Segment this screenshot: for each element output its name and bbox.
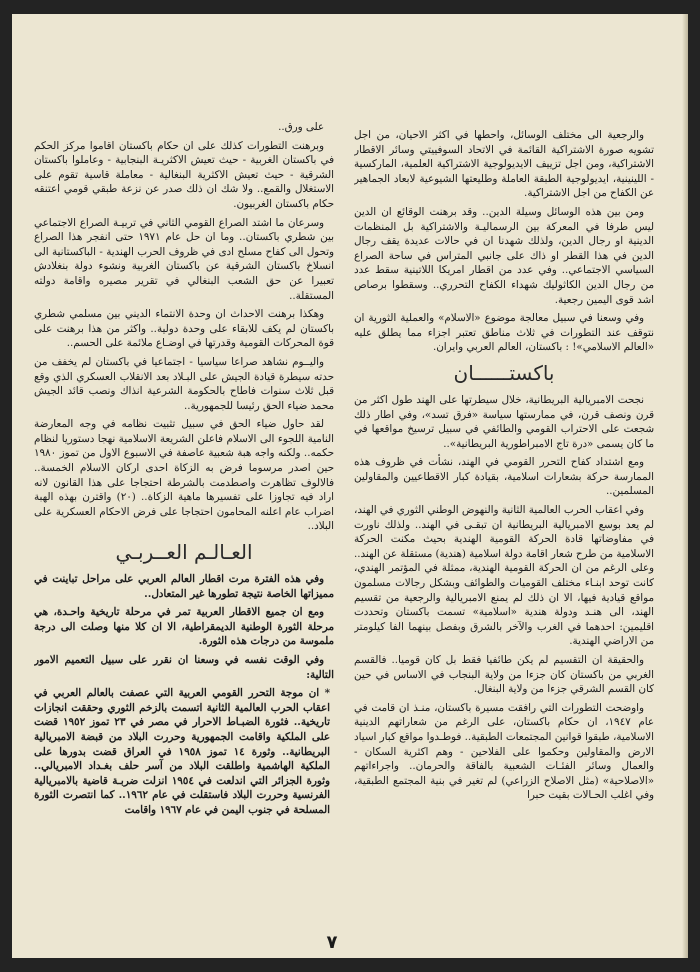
paragraph: وبرهنت التطورات كذلك على ان حكام باكستان اقاموا مركز الحكم في باكستان الغربية - حيث تعيش الاكثريـة البنجابية - وعاملوا باكستان الشرقية - حيث تعيش الاكثرية البنغالية - معاملة قاسية تقوم على الاستغلال والقمع.. ولا شك ان ذلك صدر عن نزعة طبقي قومي اعتنقه حكام باكستان الغربيون.	[34, 139, 334, 210]
section-heading-arab-world: العـالـم العــربـي	[115, 540, 253, 565]
bullet-list	[34, 686, 334, 817]
paragraph: على ورق..	[278, 121, 324, 133]
paragraph: وفي اعقاب الحرب العالمية الثانية والنهوض الوطني الثوري في الهند، لم يعد بوسع الامبريالية البريطانية ان تبقـى في الهند.. ولذلك ناورت في مفاوضاتها قادة الحركة القومية الهندية بحيث مكنت الحركة الاسلامية من طرح شعار اقامة دولة اسلامية (هندية) مستقلة عن الهند.. وعلى الرغم من ان الحركة القومية الهندية، ممثلة في المؤتمر الهندي، كانت توحد ابنـاء مختلف القوميات والطوائف وبشكل رجالات مسلمون مواقع قيادية فيها، الا ان ذلك لم يمنع الامبريالية والرجعية من تقسيم الهند، الى هنـد ودولة هندية «اسلامية» تسمت باكستان وتحددت اقليمين: احدهما في الغرب والآخر بالشرق وبفصل بينهما الفا كيلومتر من الاراضي الهندية.	[354, 504, 654, 648]
scan-edge-shadow	[682, 14, 688, 958]
paragraph: وفي وسعنا في سبيل معالجة موضوع «الاسلام» والعملية الثورية ان نتوقف عند التطورات في ثلاث مناطق تعتبر اجزاء مما يطلق عليه «العالم الاسلامي»! : باكستان، العالم العربي وايران.	[354, 312, 654, 354]
section-heading-pakistan: باكستــــــان	[453, 360, 555, 385]
right-column	[354, 128, 654, 807]
paragraph: ومع ان جميع الاقطار العربية تمر في مرحلة تاريخية واحـدة، هي مرحلة الثورة الوطنية الديمقراطية، الا ان كلا منها وصلت الى درجة ملموسة من درجات هذه الثورة.	[34, 606, 334, 648]
document-page	[12, 14, 688, 958]
paragraph: واليــوم نشاهد صراعا سياسيا - اجتماعيا في باكستان لم يخفف من حدته سيطرة قيادة الجيش على البـلاد بعد الانقلاب العسكري الذي وقع قبل ثلاث سنوات فاطاح بالحكومة الشرعية انذاك ونصب قائد الجيش محمد ضياء الحق رئيسا للجمهورية..	[34, 355, 334, 412]
paragraph: وسرعان ما اشتد الصراع القومي الثاني في تربيـة الصراع الاجتماعي بين شطري باكستان.. وما ان حل عام ١٩٧١ حتى انفجر هذا الصراع وتحول الى كفاح مسلح ادى في ظروف الحرب الهندية - الباكستانية الى انسلاخ باكستان الشرقية عن باكستان الغربية ونشوء دولة بنغلادش تعبيرا عن حق الشعب البنغالي في تقرير مصيره واقامة دولته المستقلة..	[34, 216, 334, 302]
paragraph: ومع اشتداد كفاح التحرر القومي في الهند، نشأت في ظروف هذه الممارسة حركة بشعارات اسلامية، بقيادة كبار الاقطاعيين والمقاولين المسلمين..	[354, 456, 654, 498]
paragraph: والحقيقة ان التقسيم لم يكن طائفيا فقط بل كان قوميا.. فالقسم الغربي من باكستان كان جزءا من ولاية البنجاب في الاساس في حين كان القسم الشرقي جزءا من ولاية البنغال.	[354, 654, 654, 696]
left-column	[34, 120, 334, 821]
paragraph: نجحت الامبريالية البريطانية، خلال سيطرتها على الهند طول اكثر من قرن ونصف قرن، في ممارستها سياسة «فرق تسد»، وفي اطار ذلك شجعت على الاحتراب القومي والطائفي في سبيل ترسيخ مواقعها في ما كان يسمى «درة تاج الامبراطورية البريطانية»..	[354, 393, 654, 450]
list-item: * ان موجة التحرر القومي العربية التي عصفت بالعالم العربي في اعقاب الحرب العالمية الثانية اتسمت بالزخم الثوري وحققت انجازات تاريخية.. فثورة الضبـاط الاحرار في مصر في ٢٣ تموز ١٩٥٢ قضت على الملكية واقامت الجمهورية وحررت البلاد من قبضة الامبريالية البريطانية.. وثورة ١٤ تموز ١٩٥٨ في العراق قضت بدورها على الملكية الهاشمية واطلقت البلاد من آسر حلف بغـداد الامبريالي.. وثورة الجزائر التي اندلعت في ١٩٥٤ انزلت ضربـة قاضية بالامبريالية الفرنسية وحررت البلاد فاستقلت في عام ١٩٦٢.. كما انتصرت الثورة المسلحة في جنوب اليمن في عام ١٩٦٧ واقامت	[34, 687, 331, 816]
paragraph: واوضحت التطورات التي رافقت مسيرة باكستان، منـذ ان قامت في عام ١٩٤٧، ان حكام باكستان، على الرغم من شعاراتهم الدينية الاسلامية، طبقوا قوانين المجتمعات الطبقية.. فوطـدوا مواقع كبار اسياد الارض والمقاولين وحكموا على الفلاحين - وهم اكثرية السكان - والعمال وسائر الفئـات الشعبية بالفاقة والحرمان.. واجراءاتهم «الاصلاحية» (مثل الاصلاح الزراعي) لم تغير في بنية المجتمع الطبقية، وفي اغلب الحـالات بقيت حبرا	[354, 701, 654, 802]
page-number: ٧	[326, 932, 338, 953]
paragraph: وفي هذه الفترة مرت اقطار العالم العربي على مراحل تباينت في مميزاتها الخاصة نتيجة تطورها غير المتعادل..	[34, 573, 334, 600]
paragraph: لقد حاول ضياء الحق في سبيل تثبيت نظامه في وجه المعارضة النامية اللجوء الى الاسلام فاعلن الشريعة الاسلامية نهجا دستوريا لنظام حكمه.. ولكنه واجه هبة شعبية عاصفة في الاسبوع الاول من تموز ١٩٨٠ حين اصدر مرسوما فرض به الزكاة احدى اركان الاسلام الخمسة.. فالالوف تظاهرت واصطدمت بالشرطة احتجاجا على هذا القانون لانه اراد فيه تجاوزا على تفسيرها ماهية الزكاة.. (٢٠) واقترن بهذه الهبة اضراب عام اعلنه المحامون احتجاجا على فرض الاحكام العسكرية على البلاد..	[34, 418, 334, 533]
paragraph: وهكذا برهنت الاحداث ان وحدة الانتماء الديني بين مسلمي شطري باكستان لم يكف للابقاء على وحدة دولية.. واكثر من هذا برهنت على قوة المحركات القومية وقدرتها في اوضـاع ملائمة على الحسم..	[34, 308, 334, 350]
paragraph: وفي الوقت نفسه في وسعنا ان نقرر على سبيل التعميم الامور التالية:	[34, 654, 334, 681]
paragraph: ومن بين هذه الوسائل وسيلة الدين.. وقد برهنت الوقائع ان الدين ليس طرفا في المعركة بين الرسماليـة والاشتراكية بل المنظمات الدينية او رجال الدين، ولذلك شهدنا ان في حالات عديدة يقف رجال الدين في هذا القطر او ذاك على جانبي المتراس في ساحة الصراع السياسي الاجتماعي.. وفي عدد من اقطار امريكا اللاتينية سقط عدد من رجال الدين الكاثوليك شهداء الكفاح التحرري.. وسقطوا برصاص اشد قوى اليمين رجعية.	[354, 205, 654, 306]
paragraph: والرجعية الى مختلف الوسائل، واحطها في اكثر الاحيان، من اجل تشويه صورة الاشتراكية القائمة في الاتحاد السوفييتي وسائر الاقطار الاشتراكية، ومن اجل تزييف الايديولوجية الاشتراكية العلمية، الماركسية - اللينينية، ايديولوجية الطبقة العاملة وطليعتها الشيوعية لابعاد الجماهير عن الكفاح من اجل الاشتراكية.	[354, 129, 654, 200]
